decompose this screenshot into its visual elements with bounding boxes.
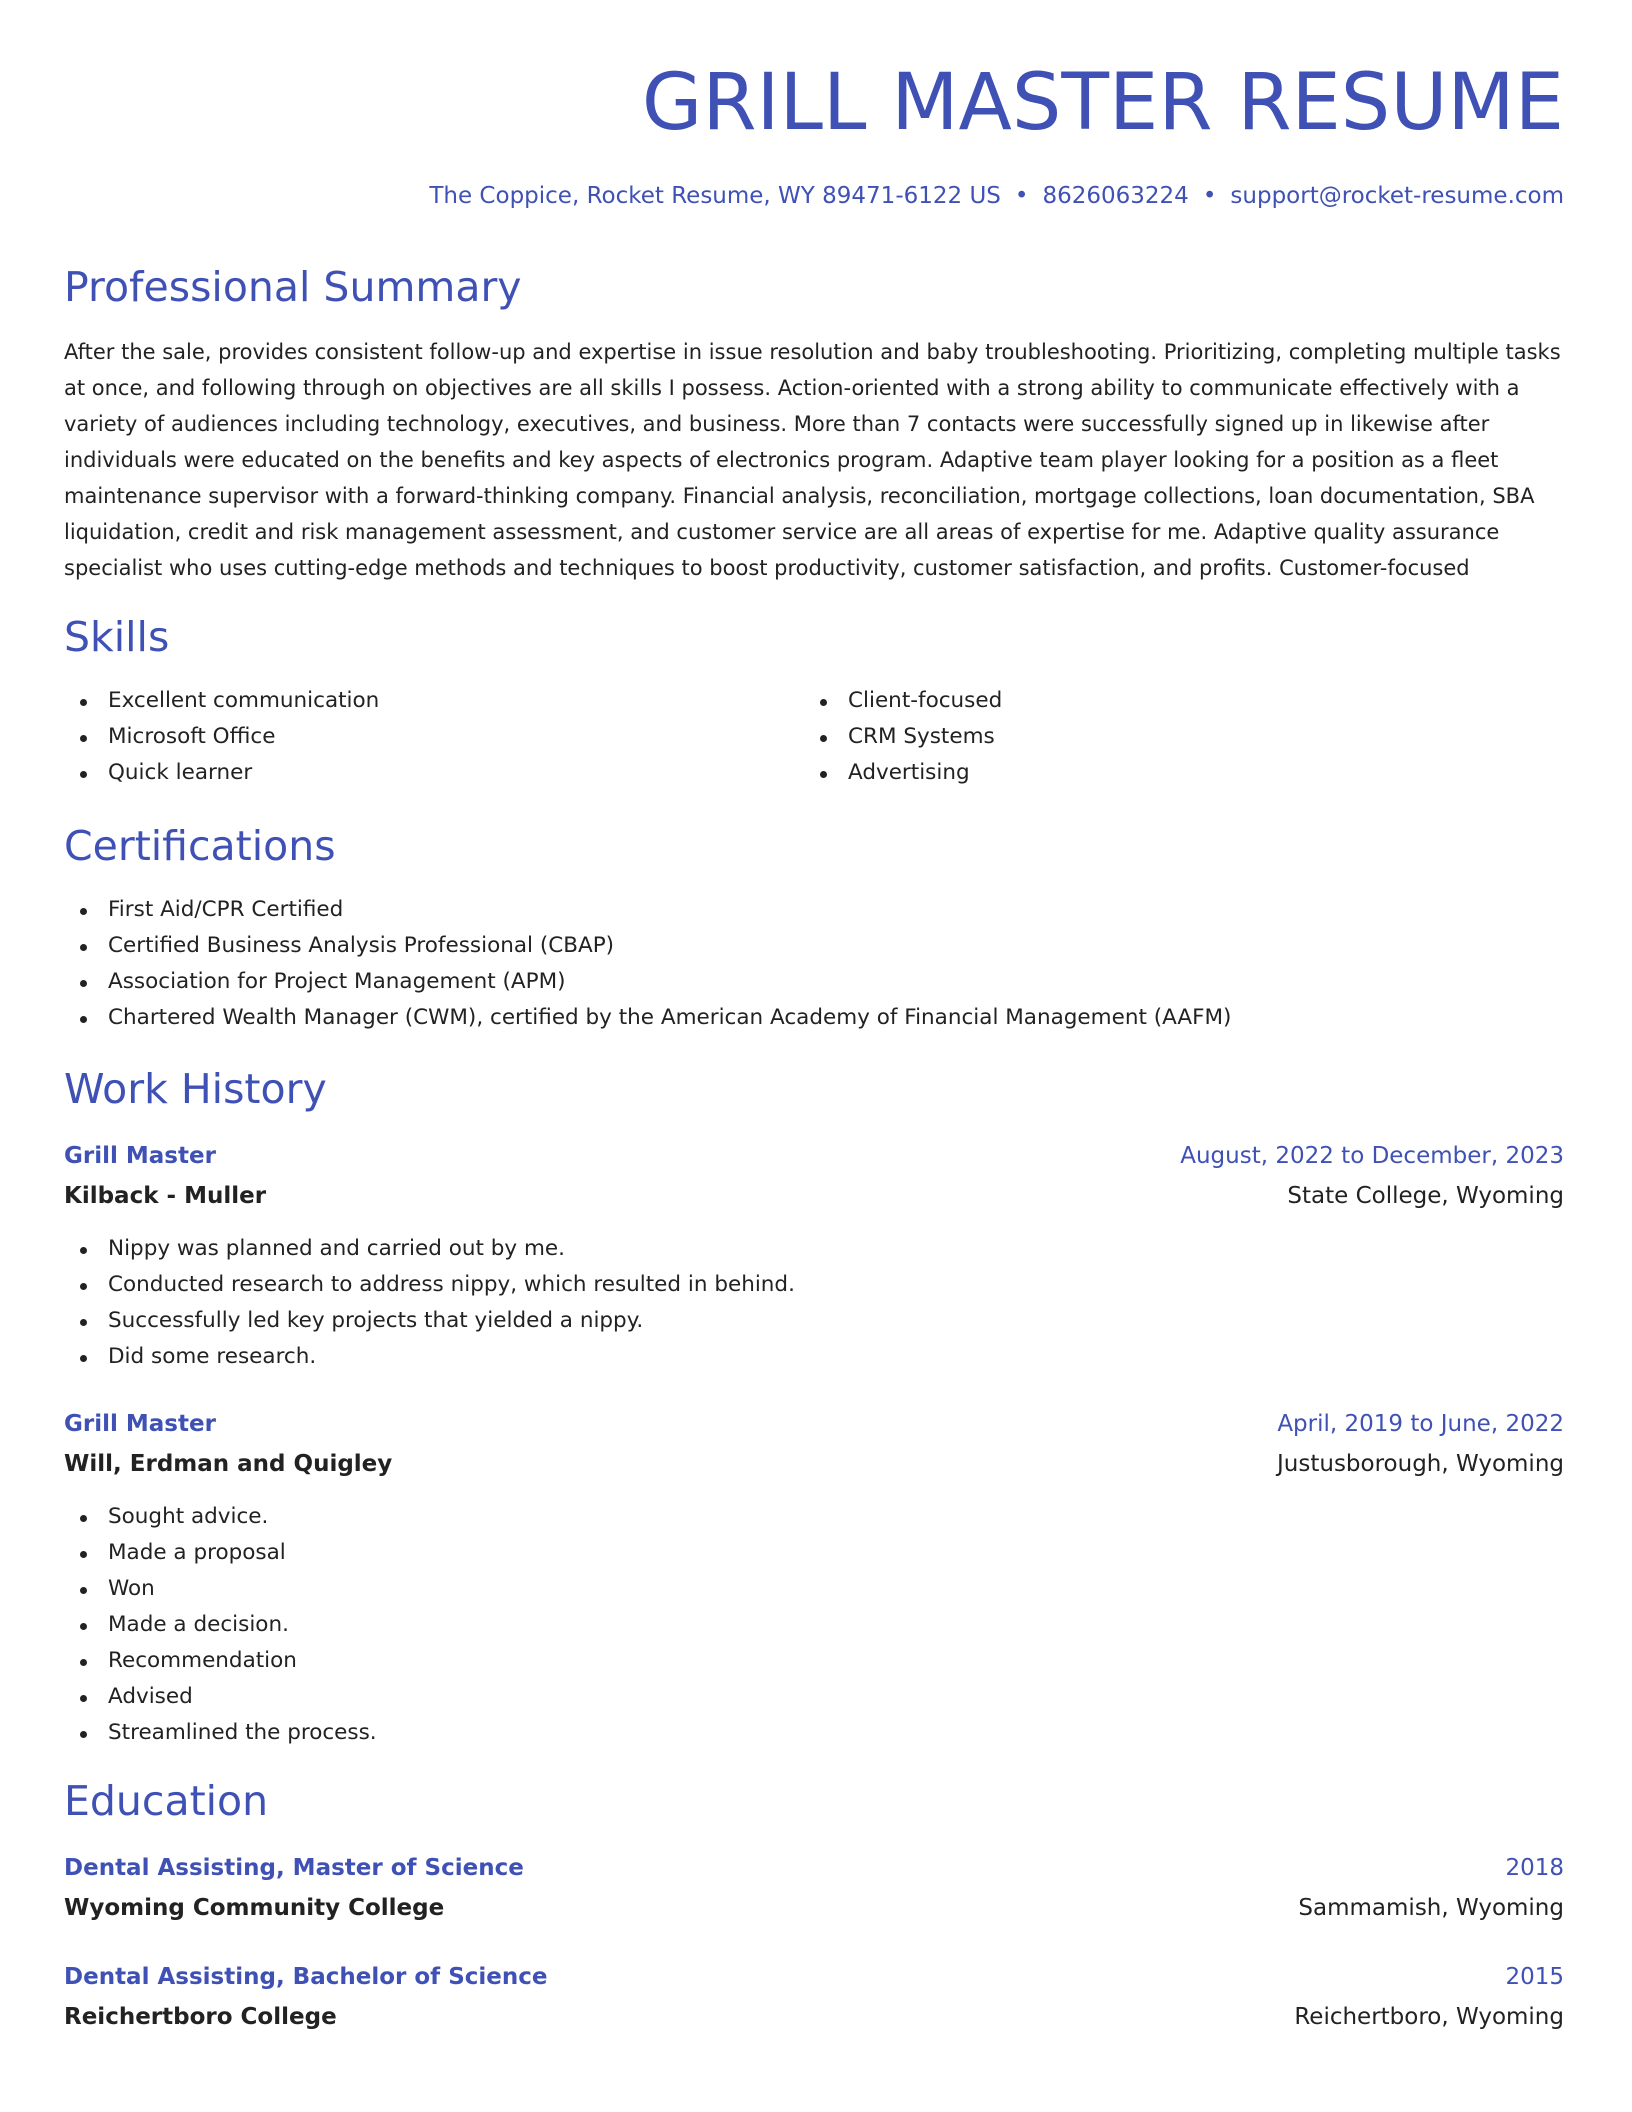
skill-item: Client-focused <box>804 683 1504 719</box>
job-company-row <box>64 1444 1564 1484</box>
summary-text: After the sale, provides consistent follow-up and expertise in issue resolution and baby troubleshooting. Prioritizing, completing multiple tasks at once, and following through on objectives are all skills I possess. Action-oriented with a strong ability to communicate effectively with a variety of audiences including technology, executives, and business. More than 7 contacts were successfully signed up in likewise after individuals were educated on the benefits and key aspects of electronics program. Adaptive team player looking for a position as a fleet maintenance supervisor with a forward-thinking company. Financial analysis, reconciliation, mortgage collections, loan documentation, SBA liquidation, credit and risk management assessment, and customer service are all areas of expertise for me. Adaptive quality assurance specialist who uses cutting-edge methods and techniques to boost productivity, customer satisfaction, and profits. Customer-focused <box>64 340 1561 580</box>
contact-phone[interactable]: 8626063224 <box>1042 183 1189 209</box>
job-bullets <box>64 1231 1564 1375</box>
skill-item: Microsoft Office <box>64 719 764 755</box>
contact-separator: • <box>1202 183 1217 209</box>
education-degree: Dental Assisting, Master of Science <box>64 1855 524 1881</box>
job-bullet: Made a proposal <box>64 1535 1564 1571</box>
job-company: Will, Erdman and Quigley <box>64 1451 393 1477</box>
education-school-row <box>64 1888 1564 1928</box>
education-year: 2018 <box>1505 1855 1564 1881</box>
education-year: 2015 <box>1505 1964 1564 1990</box>
job-location: State College, Wyoming <box>1287 1183 1564 1209</box>
job-bullets <box>64 1499 1564 1751</box>
job-bullet: Recommendation <box>64 1643 1564 1679</box>
job-bullet: Conducted research to address nippy, which resulted in behind. <box>64 1267 1564 1303</box>
resume-title: GRILL MASTER RESUME <box>641 58 1564 148</box>
job-bullet: Advised <box>64 1679 1564 1715</box>
education-degree-row <box>64 1848 1564 1888</box>
education-school: Reichertboro College <box>64 2004 337 2030</box>
education-location: Reichertboro, Wyoming <box>1294 2004 1564 2030</box>
skill-item: Advertising <box>804 755 1504 791</box>
certification-item: Certified Business Analysis Professional (CBAP) <box>64 928 1564 964</box>
education-location: Sammamish, Wyoming <box>1298 1895 1564 1921</box>
certifications-heading: Certifications <box>64 822 336 870</box>
job-bullet: Won <box>64 1571 1564 1607</box>
job-bullet: Sought advice. <box>64 1499 1564 1535</box>
summary-heading: Professional Summary <box>64 263 522 311</box>
skills-list-right <box>804 683 1504 791</box>
education-degree-row <box>64 1957 1564 1997</box>
certification-item: Chartered Wealth Manager (CWM), certified by the American Academy of Financial Management (AAFM) <box>64 1000 1564 1036</box>
job-title: Grill Master <box>64 1411 216 1437</box>
job-bullet: Successfully led key projects that yielded a nippy. <box>64 1303 1564 1339</box>
education-school-row <box>64 1997 1564 2037</box>
job-title-row <box>64 1404 1564 1444</box>
education-school: Wyoming Community College <box>64 1895 445 1921</box>
job-bullet: Made a decision. <box>64 1607 1564 1643</box>
contact-address: The Coppice, Rocket Resume, WY 89471-6122 US <box>429 183 1001 209</box>
job-company: Kilback - Muller <box>64 1183 267 1209</box>
job-bullet: Did some research. <box>64 1339 1564 1375</box>
contact-email[interactable]: support@rocket-resume.com <box>1230 183 1564 209</box>
job-title-row <box>64 1136 1564 1176</box>
skills-list-left <box>64 683 764 791</box>
job-location: Justusborough, Wyoming <box>1277 1451 1564 1477</box>
certifications-list <box>64 892 1564 1036</box>
skill-item: Quick learner <box>64 755 764 791</box>
education-heading: Education <box>64 1777 269 1825</box>
certification-item: Association for Project Management (APM) <box>64 964 1564 1000</box>
job-company-row <box>64 1176 1564 1216</box>
education-degree: Dental Assisting, Bachelor of Science <box>64 1964 548 1990</box>
job-title: Grill Master <box>64 1143 216 1169</box>
skills-heading: Skills <box>64 613 170 661</box>
job-dates: August, 2022 to December, 2023 <box>1180 1143 1564 1169</box>
job-bullet: Nippy was planned and carried out by me. <box>64 1231 1564 1267</box>
job-dates: April, 2019 to June, 2022 <box>1277 1411 1564 1437</box>
work-history-heading: Work History <box>64 1065 327 1113</box>
skill-item: CRM Systems <box>804 719 1504 755</box>
contact-line <box>64 176 1564 216</box>
skill-item: Excellent communication <box>64 683 764 719</box>
contact-separator: • <box>1014 183 1029 209</box>
certification-item: First Aid/CPR Certified <box>64 892 1564 928</box>
job-bullet: Streamlined the process. <box>64 1715 1564 1751</box>
